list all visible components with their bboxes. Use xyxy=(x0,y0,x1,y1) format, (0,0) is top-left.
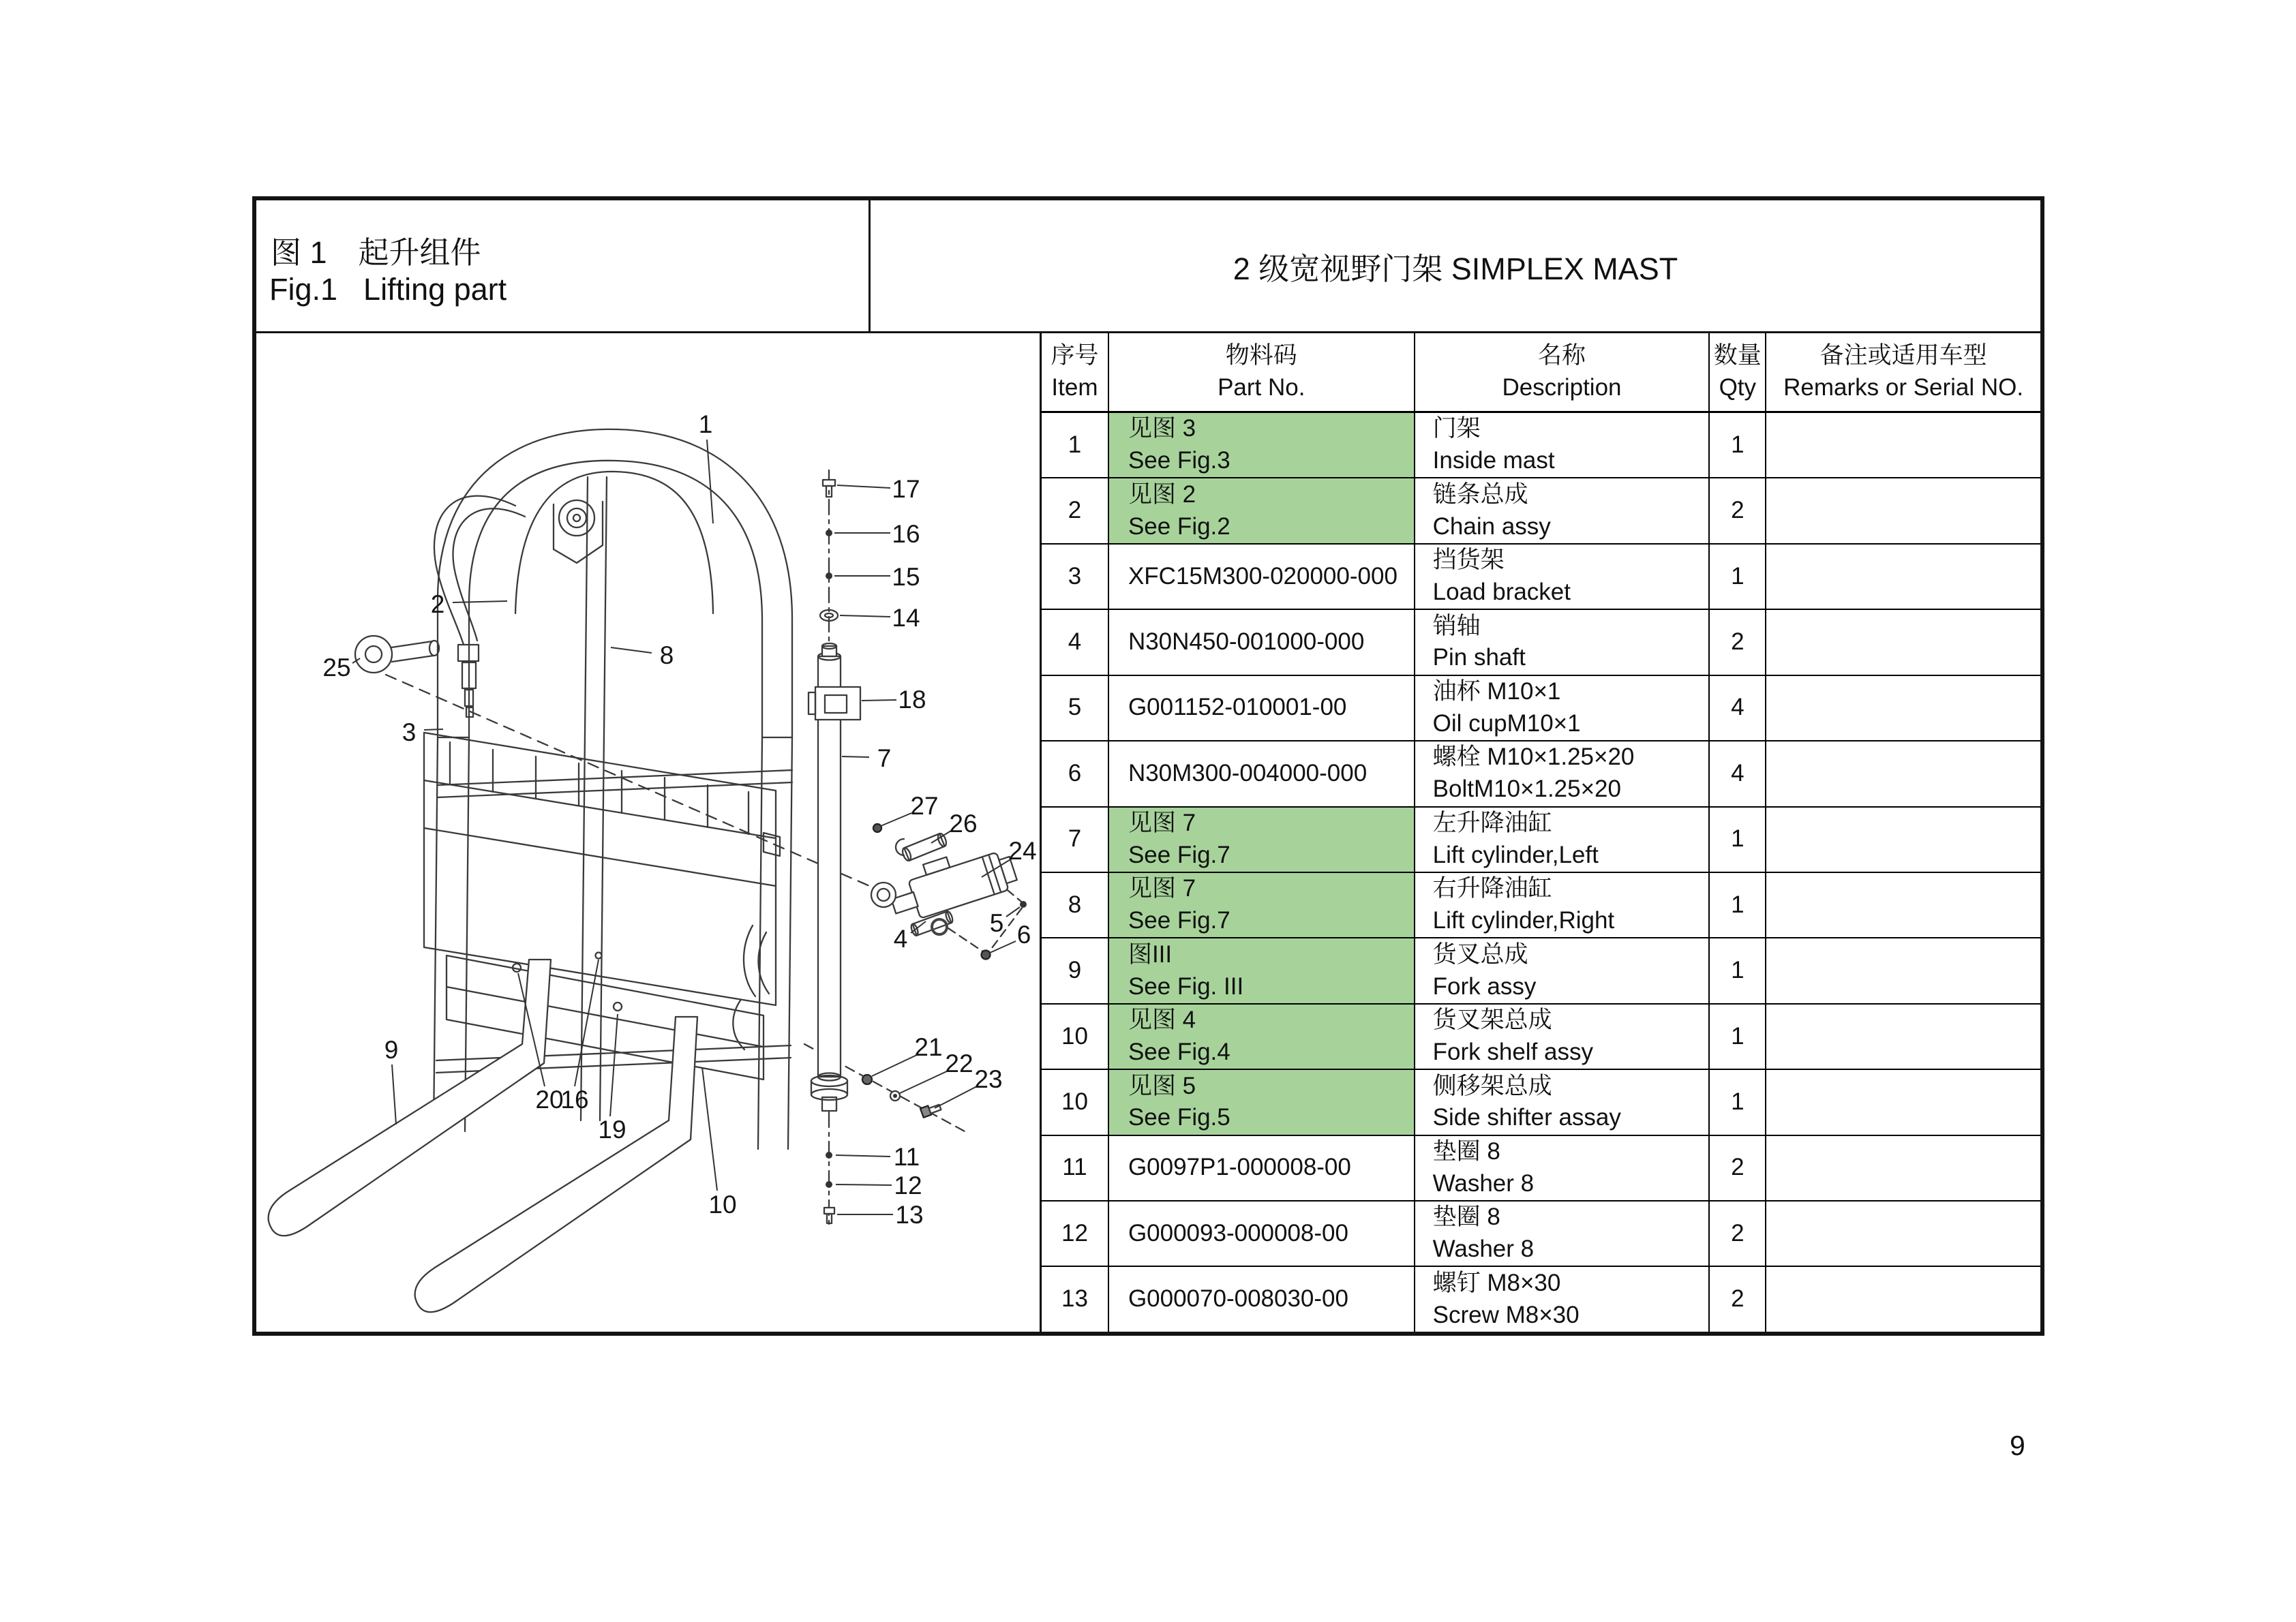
callout-leader-22 xyxy=(900,1071,948,1093)
nut-16 xyxy=(826,530,832,536)
callout-label-21: 21 xyxy=(914,1033,943,1061)
figure-title-cn xyxy=(271,228,481,272)
cell-remarks xyxy=(1766,938,2040,1003)
table-row-item-8 xyxy=(1042,873,2040,938)
fork-right xyxy=(415,1017,697,1312)
cell-qty: 1 xyxy=(1710,808,1766,872)
cell-part-no: 见图 4 See Fig.4 xyxy=(1109,1005,1415,1069)
callout-label-11: 11 xyxy=(893,1143,920,1171)
table-row-item-2 xyxy=(1042,478,2040,544)
rod-end-ball xyxy=(355,636,392,673)
cell-item: 10 xyxy=(1042,1005,1109,1069)
sheet-title: 2 级宽视野门架 SIMPLEX MAST xyxy=(1233,251,1678,286)
callout-leader-6 xyxy=(990,941,1016,953)
callout-leader-23 xyxy=(935,1086,977,1108)
cell-remarks xyxy=(1766,1136,2040,1200)
mast-arch-inner xyxy=(469,461,762,737)
cell-description: 垫圈 8 Washer 8 xyxy=(1415,1136,1710,1200)
table-row-item-11 xyxy=(1042,1136,2040,1202)
cell-description: 链条总成 Chain assy xyxy=(1415,478,1710,542)
table-header-row xyxy=(1042,333,2040,413)
mast-inner-channel-arch xyxy=(515,472,713,613)
nut-5 xyxy=(1020,901,1027,908)
callout-label-4: 4 xyxy=(893,925,908,953)
cell-description: 左升降油缸 Lift cylinder,Left xyxy=(1415,808,1710,872)
table-row-item-10 xyxy=(1042,1005,2040,1070)
callout-label-13: 13 xyxy=(895,1201,924,1229)
cell-remarks xyxy=(1766,413,2040,477)
cell-qty: 1 xyxy=(1710,1070,1766,1134)
cell-description: 垫圈 8 Washer 8 xyxy=(1415,1202,1710,1266)
callout-leader-7 xyxy=(842,756,869,757)
callout-label-19: 19 xyxy=(598,1116,626,1144)
cell-part-no: 见图 7 See Fig.7 xyxy=(1109,873,1415,937)
callout-leader-27 xyxy=(881,813,911,826)
cell-item: 12 xyxy=(1042,1202,1109,1266)
callout-leader-16 xyxy=(575,960,599,1086)
cell-description: 螺栓 M10×1.25×20 BoltM10×1.25×20 xyxy=(1415,741,1710,806)
cell-qty: 2 xyxy=(1710,610,1766,674)
callout-label-2: 2 xyxy=(430,590,445,618)
cell-qty: 2 xyxy=(1710,478,1766,542)
callout-label-15: 15 xyxy=(892,563,920,591)
callout-leader-11 xyxy=(836,1155,890,1157)
chain-pulley xyxy=(559,500,594,536)
callout-label-25: 25 xyxy=(322,654,351,682)
nut-15 xyxy=(826,572,832,579)
pin-dashed-line2 xyxy=(948,928,984,952)
cell-remarks xyxy=(1766,478,2040,542)
table-row-item-10 xyxy=(1042,1070,2040,1135)
cell-part-no: 见图 7 See Fig.7 xyxy=(1109,808,1415,872)
callout-label-16: 16 xyxy=(892,520,920,548)
cell-remarks xyxy=(1766,1267,2040,1331)
screw-23 xyxy=(920,1102,941,1118)
cell-description: 侧移架总成 Side shifter assay xyxy=(1415,1070,1710,1134)
cell-remarks xyxy=(1766,610,2040,674)
callout-label-24: 24 xyxy=(1008,837,1037,865)
callout-leader-2 xyxy=(453,601,507,602)
cell-part-no: 见图 2 See Fig.2 xyxy=(1109,478,1415,542)
cell-part-no: G000093-000008-00 xyxy=(1109,1202,1415,1266)
table-row-item-5 xyxy=(1042,676,2040,741)
callout-leader-1 xyxy=(707,440,713,523)
figure-label-cn: 图 1 xyxy=(271,235,327,270)
callout-leader-12 xyxy=(836,1184,892,1185)
cell-item: 4 xyxy=(1042,610,1109,674)
column-header-part-no-: 物料码 Part No. xyxy=(1109,333,1415,411)
cell-description: 右升降油缸 Lift cylinder,Right xyxy=(1415,873,1710,937)
cell-part-no: G000070-008030-00 xyxy=(1109,1267,1415,1331)
cell-item: 11 xyxy=(1042,1136,1109,1200)
figure-title-en xyxy=(269,272,507,307)
callout-leader-18 xyxy=(862,700,896,701)
callout-label-18: 18 xyxy=(898,686,926,714)
cell-item: 2 xyxy=(1042,478,1109,542)
cell-qty: 2 xyxy=(1710,1202,1766,1266)
cell-part-no: G0097P1-000008-00 xyxy=(1109,1136,1415,1200)
backrest-bars xyxy=(450,742,749,834)
nut-6 xyxy=(982,951,991,960)
cell-item: 13 xyxy=(1042,1267,1109,1331)
callout-label-17: 17 xyxy=(892,475,920,503)
nut-27 xyxy=(873,824,881,832)
cell-description: 货叉架总成 Fork shelf assy xyxy=(1415,1005,1710,1069)
page-number: 9 xyxy=(2010,1430,2025,1461)
callout-label-5: 5 xyxy=(989,909,1004,937)
table-row-item-13 xyxy=(1042,1267,2040,1331)
cell-part-no: N30N450-001000-000 xyxy=(1109,610,1415,674)
callout-label-10: 10 xyxy=(708,1191,737,1219)
callout-leader-10 xyxy=(702,1067,717,1191)
table-row-item-9 xyxy=(1042,938,2040,1004)
table-row-item-6 xyxy=(1042,741,2040,807)
table-row-item-12 xyxy=(1042,1202,2040,1267)
cylinder-rod-eye xyxy=(871,883,896,907)
cell-description: 螺钉 M8×30 Screw M8×30 xyxy=(1415,1267,1710,1331)
fork-left xyxy=(269,960,551,1236)
callout-leader-3 xyxy=(424,729,443,730)
cell-description: 货叉总成 Fork assy xyxy=(1415,938,1710,1003)
cell-description: 油杯 M10×1 Oil cupM10×1 xyxy=(1415,676,1710,740)
cell-part-no: 见图 3 See Fig.3 xyxy=(1109,413,1415,477)
callout-leader-8 xyxy=(611,647,652,653)
column-header-item: 序号 Item xyxy=(1042,333,1109,411)
cell-remarks xyxy=(1766,1202,2040,1266)
washer-11 xyxy=(826,1152,832,1159)
mast-exploded-diagram xyxy=(254,333,1040,1334)
callout-label-3: 3 xyxy=(402,718,417,746)
axis-dashed-line xyxy=(386,675,873,887)
chain-loop xyxy=(434,496,515,645)
column-header-qty: 数量 Qty xyxy=(1710,333,1766,411)
washer-12 xyxy=(826,1181,832,1188)
cell-description: 销轴 Pin shaft xyxy=(1415,610,1710,674)
figure-name-cn: 起升组件 xyxy=(358,235,481,270)
callout-label-1: 1 xyxy=(698,410,713,438)
side-shifter-hooks xyxy=(744,925,769,996)
callout-label-14: 14 xyxy=(892,604,920,632)
cell-item: 8 xyxy=(1042,873,1109,937)
cell-remarks xyxy=(1766,873,2040,937)
table-row-item-3 xyxy=(1042,545,2040,610)
table-row-item-7 xyxy=(1042,808,2040,873)
column-header-remarks-or-serial-no-: 备注或适用车型 Remarks or Serial NO. xyxy=(1783,342,2024,401)
cell-qty: 2 xyxy=(1710,1136,1766,1200)
cell-item: 3 xyxy=(1042,545,1109,609)
cell-remarks xyxy=(1766,545,2040,609)
callout-label-7: 7 xyxy=(877,744,892,772)
cell-part-no: 见图 5 See Fig.5 xyxy=(1109,1070,1415,1134)
figure-label-en: Fig.1 xyxy=(269,272,338,307)
cell-remarks xyxy=(1766,741,2040,806)
callout-label-16: 16 xyxy=(560,1086,589,1114)
callout-label-20: 20 xyxy=(535,1086,564,1114)
cell-item: 10 xyxy=(1042,1070,1109,1134)
parts-table xyxy=(1040,333,2040,1332)
cell-remarks xyxy=(1766,808,2040,872)
cell-remarks xyxy=(1766,676,2040,740)
cell-item: 1 xyxy=(1042,413,1109,477)
callout-leader-17 xyxy=(837,485,890,488)
cell-qty: 2 xyxy=(1710,1267,1766,1331)
callout-label-23: 23 xyxy=(974,1065,1003,1093)
screw-13 xyxy=(824,1208,834,1214)
cell-qty: 4 xyxy=(1710,741,1766,806)
figure-name-en: Lifting part xyxy=(363,272,507,307)
callout-label-12: 12 xyxy=(894,1172,922,1199)
cell-description: 门架 Inside mast xyxy=(1415,413,1710,477)
cell-remarks xyxy=(1766,1005,2040,1069)
callout-leader-9 xyxy=(392,1065,396,1124)
cell-part-no: N30M300-004000-000 xyxy=(1109,741,1415,806)
cell-qty: 4 xyxy=(1710,676,1766,740)
cell-qty: 1 xyxy=(1710,1005,1766,1069)
callout-label-27: 27 xyxy=(910,792,939,820)
cell-part-no: XFC15M300-020000-000 xyxy=(1109,545,1415,609)
table-row-item-1 xyxy=(1042,413,2040,478)
cell-remarks xyxy=(1766,1070,2040,1134)
cell-qty: 1 xyxy=(1710,545,1766,609)
cell-description: 挡货架 Load bracket xyxy=(1415,545,1710,609)
cell-qty: 1 xyxy=(1710,873,1766,937)
bolt-17 xyxy=(823,480,835,486)
table-row-item-4 xyxy=(1042,610,2040,675)
cylinder-clamp xyxy=(815,687,860,720)
callout-label-8: 8 xyxy=(659,641,674,669)
callout-leader-5 xyxy=(1006,907,1020,917)
cell-qty: 1 xyxy=(1710,413,1766,477)
callout-label-6: 6 xyxy=(1016,921,1031,949)
cell-part-no: G001152-010001-00 xyxy=(1109,676,1415,740)
mast-arch-outer xyxy=(438,429,792,737)
cell-item: 9 xyxy=(1042,938,1109,1003)
callout-label-9: 9 xyxy=(384,1036,399,1064)
callout-leader-21 xyxy=(872,1054,918,1076)
cell-item: 6 xyxy=(1042,741,1109,806)
cell-item: 5 xyxy=(1042,676,1109,740)
callout-label-26: 26 xyxy=(949,810,978,838)
callout-label-22: 22 xyxy=(945,1050,973,1077)
cell-qty: 1 xyxy=(1710,938,1766,1003)
column-header-description: 名称 Description xyxy=(1415,333,1710,411)
callout-leader-14 xyxy=(840,615,890,617)
cell-part-no: 图III See Fig. III xyxy=(1109,938,1415,1003)
nut-21 xyxy=(862,1075,872,1084)
cell-item: 7 xyxy=(1042,808,1109,872)
